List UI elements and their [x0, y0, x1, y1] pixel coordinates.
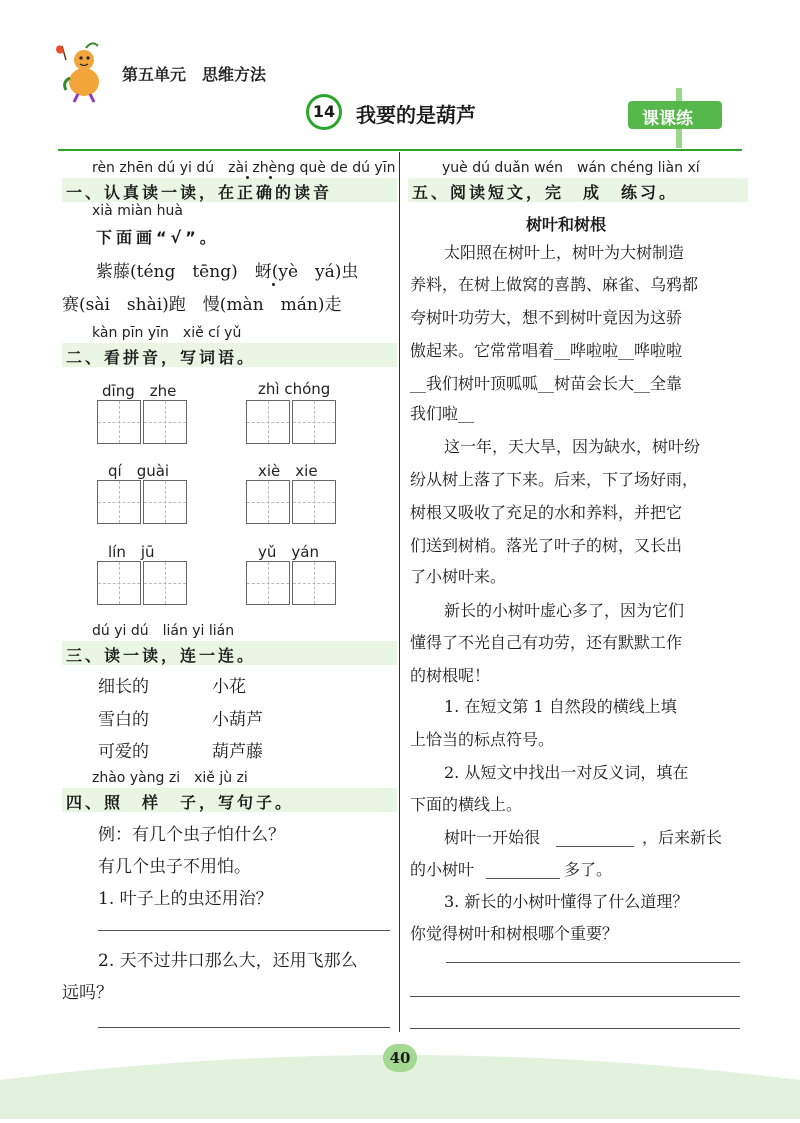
- writing-box[interactable]: [292, 561, 336, 605]
- section1-pinyin2: xià miàn huà: [92, 203, 183, 219]
- word-pinyin: yǔ yán: [258, 543, 319, 561]
- reading-question-3: 3. 新长的小树叶懂得了什么道理？: [444, 892, 689, 911]
- example-question: 例：有几个虫子怕什么？: [98, 825, 285, 845]
- writing-box[interactable]: [97, 561, 141, 605]
- section5-header: [408, 178, 748, 202]
- writing-box[interactable]: [246, 400, 290, 444]
- word-pinyin: dīng zhe: [102, 382, 177, 400]
- passage-line: 养料，在树上做窝的喜鹊、麻雀、乌鸦都: [410, 275, 699, 294]
- section1-header: [62, 178, 397, 202]
- reading-question-2-cont: 下面的横线上。: [410, 795, 523, 814]
- section1-item: 紫藤(téng tēng) 蚜(yè yá)虫: [96, 262, 359, 282]
- passage-line: 我们啦__: [410, 404, 475, 423]
- match-left-item[interactable]: 可爱的: [98, 742, 149, 762]
- passage-line: 这一年，天大旱，因为缺水，树叶纷: [444, 437, 701, 456]
- question-2: 2. 天不过井口那么大，还用飞那么: [98, 951, 358, 971]
- reading-question-1-cont: 上恰当的标点符号。: [410, 730, 555, 749]
- word-pinyin: lín jū: [108, 543, 155, 561]
- passage-line: 懂得了不光自己有功劳，还有默默工作: [410, 633, 683, 652]
- word-pinyin: xiè xie: [258, 462, 318, 480]
- match-left-item[interactable]: 雪白的: [98, 710, 149, 730]
- fill-blank-line[interactable]: [486, 878, 560, 879]
- passage-line: 新长的小树叶虚心多了，因为它们: [444, 601, 685, 620]
- section5-title: 五、阅读短文，完 成 练习。: [412, 183, 679, 202]
- passage-line: 的树根呢！: [410, 666, 491, 685]
- section1-pinyin: rèn zhēn dú yi dú zài zhèng què de dú yīn: [92, 160, 396, 176]
- lesson-number-badge: [306, 94, 342, 130]
- column-divider: [399, 152, 400, 1032]
- emphasis-dot: [246, 176, 249, 179]
- section5-pinyin: yuè dú duǎn wén wán chéng liàn xí: [442, 160, 700, 176]
- writing-box[interactable]: [97, 400, 141, 444]
- emphasis-dot: [269, 176, 272, 179]
- match-left-item[interactable]: 细长的: [98, 677, 149, 697]
- section3-title: 三、读一读，连一连。: [66, 646, 257, 665]
- section1-item: 赛(sài shài)跑 慢(màn mán)走: [62, 295, 342, 315]
- fill-blank-line[interactable]: [556, 846, 634, 847]
- reading-question-3-cont: 你觉得树叶和树根哪个重要？: [410, 924, 619, 943]
- passage-line: 纷从树上落了下来。后来，下了场好雨，: [410, 470, 699, 489]
- fill-blank-text: 的小树叶: [410, 860, 475, 879]
- match-right-item[interactable]: 小花: [212, 677, 246, 697]
- emphasis-dot: [272, 283, 275, 286]
- section3-header: [62, 641, 397, 665]
- writing-box[interactable]: [143, 480, 187, 524]
- match-right-item[interactable]: 小葫芦: [212, 710, 263, 730]
- writing-box[interactable]: [246, 561, 290, 605]
- section4-title: 四、照 样 子，写句子。: [66, 793, 295, 812]
- reading-question-1: 1. 在短文第 1 自然段的横线上填: [444, 697, 677, 716]
- passage-line: 太阳照在树叶上，树叶为大树制造: [444, 243, 685, 262]
- practice-badge-label: 课课练: [642, 109, 693, 129]
- page-number: 40: [389, 1049, 411, 1067]
- answer-line[interactable]: [410, 1028, 740, 1029]
- passage-line: 们送到树梢。落光了叶子的树，又长出: [410, 536, 683, 555]
- writing-box[interactable]: [97, 480, 141, 524]
- question-1: 1. 叶子上的虫还用治？: [98, 889, 273, 909]
- passage-line: 傲起来。它常常唱着__哗啦啦__哗啦啦: [410, 341, 683, 360]
- section3-pinyin: dú yi dú lián yi lián: [92, 623, 235, 639]
- answer-line[interactable]: [410, 996, 740, 997]
- section2-header: [62, 343, 397, 367]
- passage-line: 夸树叶功劳大，想不到树叶竟因为这骄: [410, 308, 683, 327]
- passage-line: 了小树叶来。: [410, 567, 507, 586]
- passage-line: __我们树叶顶呱呱__树苗会长大__全靠: [410, 374, 683, 393]
- word-pinyin: qí guài: [108, 462, 170, 480]
- section4-header: [62, 788, 397, 812]
- writing-box[interactable]: [143, 400, 187, 444]
- lesson-number: 14: [309, 97, 339, 127]
- gourd-mascot-icon: [52, 42, 112, 104]
- section1-title2: 下面画“√”。: [96, 228, 220, 247]
- header-rule: [58, 149, 742, 151]
- passage-title: 树叶和树根: [526, 215, 607, 234]
- passage-line: 树根又吸收了充足的水和养料，并把它: [410, 503, 683, 522]
- section2-title: 二、看拼音，写词语。: [66, 348, 257, 367]
- question-2-cont: 远吗？: [62, 983, 113, 1003]
- writing-box[interactable]: [143, 561, 187, 605]
- fill-blank-text: ，后来新长: [642, 828, 723, 847]
- fill-blank-text: 多了。: [564, 860, 613, 879]
- writing-box[interactable]: [246, 480, 290, 524]
- writing-box[interactable]: [292, 400, 336, 444]
- section1-title: 一、认真读一读，在正确的读音: [66, 183, 333, 202]
- section2-pinyin: kàn pīn yīn xiě cí yǔ: [92, 325, 242, 341]
- unit-title: 第五单元 思维方法: [122, 65, 267, 84]
- section4-pinyin: zhào yàng zi xiě jù zi: [92, 770, 248, 786]
- writing-box[interactable]: [292, 480, 336, 524]
- fill-blank-text: 树叶一开始很: [444, 828, 541, 847]
- answer-line[interactable]: [98, 1027, 390, 1028]
- match-right-item[interactable]: 葫芦藤: [212, 742, 263, 762]
- lesson-title: 我要的是葫芦: [356, 103, 476, 127]
- practice-badge: [628, 101, 722, 129]
- answer-line[interactable]: [98, 930, 390, 931]
- page-number-badge: [383, 1044, 417, 1072]
- word-pinyin: zhì chóng: [258, 380, 331, 398]
- example-answer: 有几个虫子不用怕。: [98, 857, 251, 877]
- reading-question-2: 2. 从短文中找出一对反义词，填在: [444, 763, 689, 782]
- answer-line[interactable]: [446, 962, 740, 963]
